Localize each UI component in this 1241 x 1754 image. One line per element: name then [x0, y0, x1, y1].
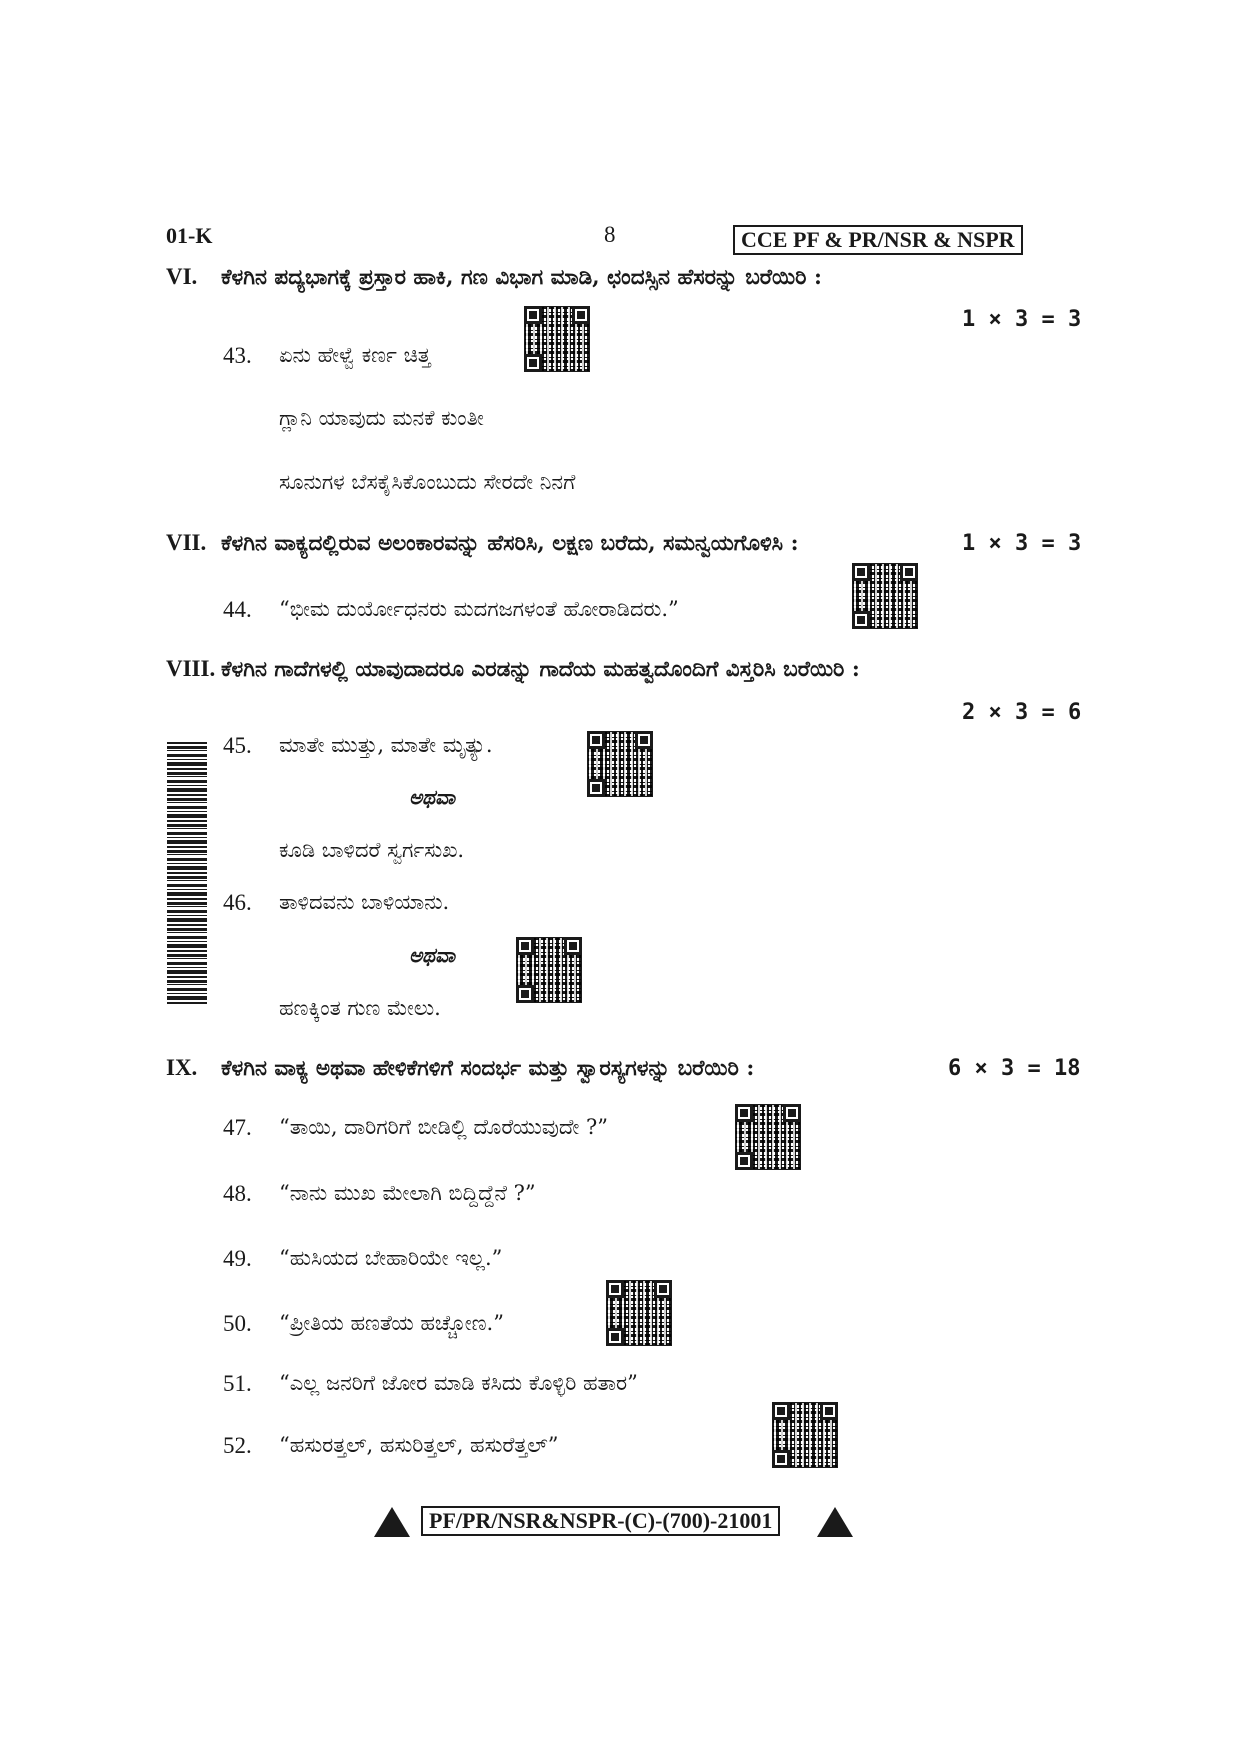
triangle-up-icon [374, 1507, 410, 1537]
triangle-up-icon [817, 1507, 853, 1537]
section-number-vi: VI. [166, 264, 198, 289]
exam-code-box: CCE PF & PR/NSR & NSPR [733, 225, 1023, 255]
section-marks-vi: 1 × 3 = 3 [962, 307, 1082, 332]
question-46-alt-text: ಹಣಕ್ಕಿಂತ ಗುಣ ಮೇಲು. [279, 996, 441, 1020]
question-number-43: 43. [223, 343, 252, 368]
barcode-icon [167, 742, 207, 1004]
or-label: ಅಥವಾ [409, 943, 455, 967]
question-number-49: 49. [223, 1246, 252, 1271]
question-46-text: ತಾಳಿದವನು ಬಾಳಿಯಾನು. [279, 890, 450, 914]
question-43-line-1: ಏನು ಹೇಳ್ವೆ ಕರ್ಣ ಚಿತ್ತ [279, 343, 431, 367]
section-instruction-viii: ಕೆಳಗಿನ ಗಾದೆಗಳಲ್ಲಿ ಯಾವುದಾದರೂ ಎರಡನ್ನು ಗಾದೆಯ ಮಹತ್ವದೊಂದಿಗೆ ವಿಸ್ತರಿಸಿ ಬರೆಯಿರಿ : [221, 657, 860, 682]
footer-code-box: PF/PR/NSR&NSPR-(C)-(700)-21001 [421, 1506, 780, 1536]
question-43-line-3: ಸೂನುಗಳ ಬೆಸಕೈಸಿಕೊಂಬುದು ಸೇರದೇ ನಿನಗೆ [279, 470, 576, 494]
qr-code-icon [606, 1280, 672, 1346]
question-45-text: ಮಾತೇ ಮುತ್ತು, ಮಾತೇ ಮೃತ್ಯು. [279, 733, 493, 757]
paper-code: 01-K [166, 223, 213, 248]
qr-code-icon [587, 731, 653, 797]
qr-code-icon [524, 306, 590, 372]
question-number-46: 46. [223, 890, 252, 915]
section-number-viii: VIII. [166, 656, 216, 681]
section-instruction-ix: ಕೆಳಗಿನ ವಾಕ್ಯ ಅಥವಾ ಹೇಳಿಕೆಗಳಿಗೆ ಸಂದರ್ಭ ಮತ್ತು ಸ್ವಾರಸ್ಯಗಳನ್ನು ಬರೆಯಿರಿ : [221, 1056, 755, 1081]
question-number-48: 48. [223, 1181, 252, 1206]
section-marks-ix: 6 × 3 = 18 [948, 1056, 1081, 1081]
question-number-52: 52. [223, 1433, 252, 1458]
question-44-text: “ಭೀಮ ದುರ್ಯೋಧನರು ಮದಗಜಗಳಂತೆ ಹೋರಾಡಿದರು.” [279, 597, 679, 621]
section-marks-vii: 1 × 3 = 3 [962, 531, 1082, 556]
question-48-text: “ನಾನು ಮುಖ ಮೇಲಾಗಿ ಬಿದ್ದಿದ್ದೆನೆ ?” [279, 1181, 536, 1205]
section-instruction-vi: ಕೆಳಗಿನ ಪದ್ಯಭಾಗಕ್ಕೆ ಪ್ರಸ್ತಾರ ಹಾಕಿ, ಗಣ ವಿಭಾಗ ಮಾಡಿ, ಛಂದಸ್ಸಿನ ಹೆಸರನ್ನು ಬರೆಯಿರಿ : [221, 265, 822, 290]
section-marks-viii: 2 × 3 = 6 [962, 700, 1082, 725]
question-51-text: “ಎಲ್ಲ ಜನರಿಗೆ ಜೋರ ಮಾಡಿ ಕಸಿದು ಕೊಳ್ಳಿರಿ ಹತಾರ” [279, 1371, 638, 1395]
page-number: 8 [604, 222, 616, 247]
question-50-text: “ಪ್ರೀತಿಯ ಹಣತೆಯ ಹಚ್ಚೋಣ.” [279, 1311, 504, 1335]
question-49-text: “ಹುಸಿಯದ ಬೇಹಾರಿಯೇ ಇಲ್ಲ.” [279, 1246, 503, 1270]
question-number-45: 45. [223, 733, 252, 758]
question-number-50: 50. [223, 1311, 252, 1336]
question-number-51: 51. [223, 1371, 252, 1396]
qr-code-icon [852, 563, 918, 629]
qr-code-icon [772, 1402, 838, 1468]
qr-code-icon [516, 937, 582, 1003]
section-number-vii: VII. [166, 530, 207, 555]
or-label: ಅಥವಾ [409, 785, 455, 809]
qr-code-icon [735, 1104, 801, 1170]
question-43-line-2: ಗ್ಲಾನಿ ಯಾವುದು ಮನಕೆ ಕುಂತೀ [279, 406, 484, 430]
question-45-alt-text: ಕೂಡಿ ಬಾಳಿದರೆ ಸ್ವರ್ಗಸುಖ. [279, 838, 465, 862]
section-number-ix: IX. [166, 1055, 198, 1080]
section-instruction-vii: ಕೆಳಗಿನ ವಾಕ್ಯದಲ್ಲಿರುವ ಅಲಂಕಾರವನ್ನು ಹೆಸರಿಸಿ, ಲಕ್ಷಣ ಬರೆದು, ಸಮನ್ವಯಗೊಳಿಸಿ : [221, 531, 799, 556]
question-52-text: “ಹಸುರತ್ತಲ್, ಹಸುರಿತ್ತಲ್, ಹಸುರೆತ್ತಲ್” [279, 1433, 559, 1457]
question-47-text: “ತಾಯಿ, ದಾರಿಗರಿಗೆ ಬೀಡಿಲ್ಲಿ ದೊರೆಯುವುದೇ ?” [279, 1115, 609, 1139]
question-number-44: 44. [223, 597, 252, 622]
question-number-47: 47. [223, 1115, 252, 1140]
